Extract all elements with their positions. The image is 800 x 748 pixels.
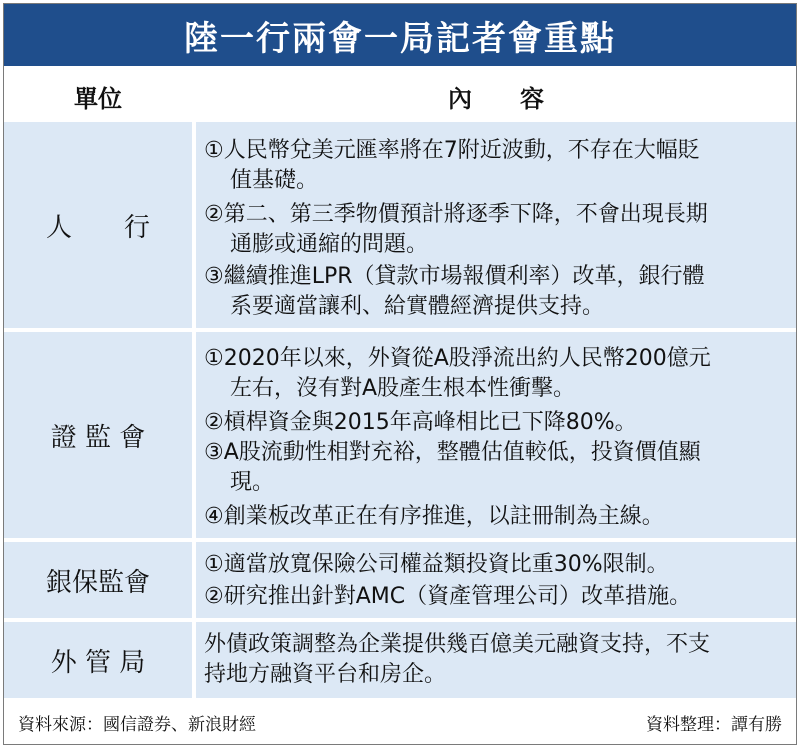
item-text: ④創業板改革正在有序推進，以註冊制為主線。: [204, 504, 664, 529]
list-item: [204, 136, 784, 196]
item-text-cont: 現。: [230, 470, 275, 495]
info-table: [3, 3, 797, 745]
unit-cell: 銀保監會: [4, 542, 192, 618]
page-title: 陸一行兩會一局記者會重點: [184, 18, 616, 59]
source-note: 資料來源：國信證券、新浪財經: [18, 715, 256, 735]
content-cell: [196, 622, 796, 698]
item-text-cont: 左右，沒有對A股產生根本性衝擊。: [230, 376, 576, 401]
item-text: 外債政策調整為企業提供幾百億美元融資支持，不支: [204, 632, 711, 657]
item-text: ②第二、第三季物價預計將逐季下降，不會出現長期: [204, 202, 708, 227]
header-content: 內 容: [448, 84, 544, 113]
editor-note: 資料整理：譚有勝: [646, 715, 782, 735]
footer: [4, 698, 796, 744]
item-text: ①人民幣兌美元匯率將在7附近波動，不存在大幅貶: [204, 138, 700, 163]
unit-cell: 證 監 會: [4, 332, 192, 538]
table-row-csrc: [4, 332, 796, 538]
content-cell: [196, 122, 796, 328]
item-text: ③A股流動性相對充裕，整體估值較低，投資價值顯: [204, 440, 701, 465]
table-header: [4, 70, 796, 122]
item-text-cont: 持地方融資平台和房企。: [204, 662, 447, 687]
table-row-safe: [4, 622, 796, 698]
item-text: ③繼續推進LPR（貸款市場報價利率）改革，銀行體: [204, 264, 705, 289]
item-text: ①適當放寬保險公司權益類投資比重30%限制。: [204, 552, 669, 577]
list-item: [204, 550, 784, 580]
title-bar: [4, 4, 796, 70]
item-text: ①2020年以來，外資從A股淨流出約人民幣200億元: [204, 346, 711, 371]
list-item: [204, 200, 784, 260]
list-item: [204, 344, 784, 404]
list-item: [204, 502, 784, 532]
item-text-cont: 值基礎。: [230, 168, 319, 193]
list-item: [204, 262, 784, 322]
content-cell: [196, 542, 796, 618]
item-text: ②研究推出針對AMC（資產管理公司）改革措施。: [204, 584, 692, 609]
list-item: [204, 438, 784, 498]
list-item: [204, 408, 784, 438]
unit-cell: 外 管 局: [4, 622, 192, 698]
item-text-cont: 系要適當讓利、給實體經濟提供支持。: [230, 294, 605, 319]
table-row-pboc: [4, 122, 796, 328]
list-item: [204, 630, 784, 690]
header-unit: 單位: [74, 84, 122, 113]
table-row-cbirc: [4, 542, 796, 618]
list-item: [204, 582, 784, 612]
unit-cell: 人 行: [4, 122, 192, 328]
item-text-cont: 通膨或通縮的問題。: [230, 232, 429, 257]
content-cell: [196, 332, 796, 538]
item-text: ②槓桿資金與2015年高峰相比已下降80%。: [204, 410, 637, 435]
